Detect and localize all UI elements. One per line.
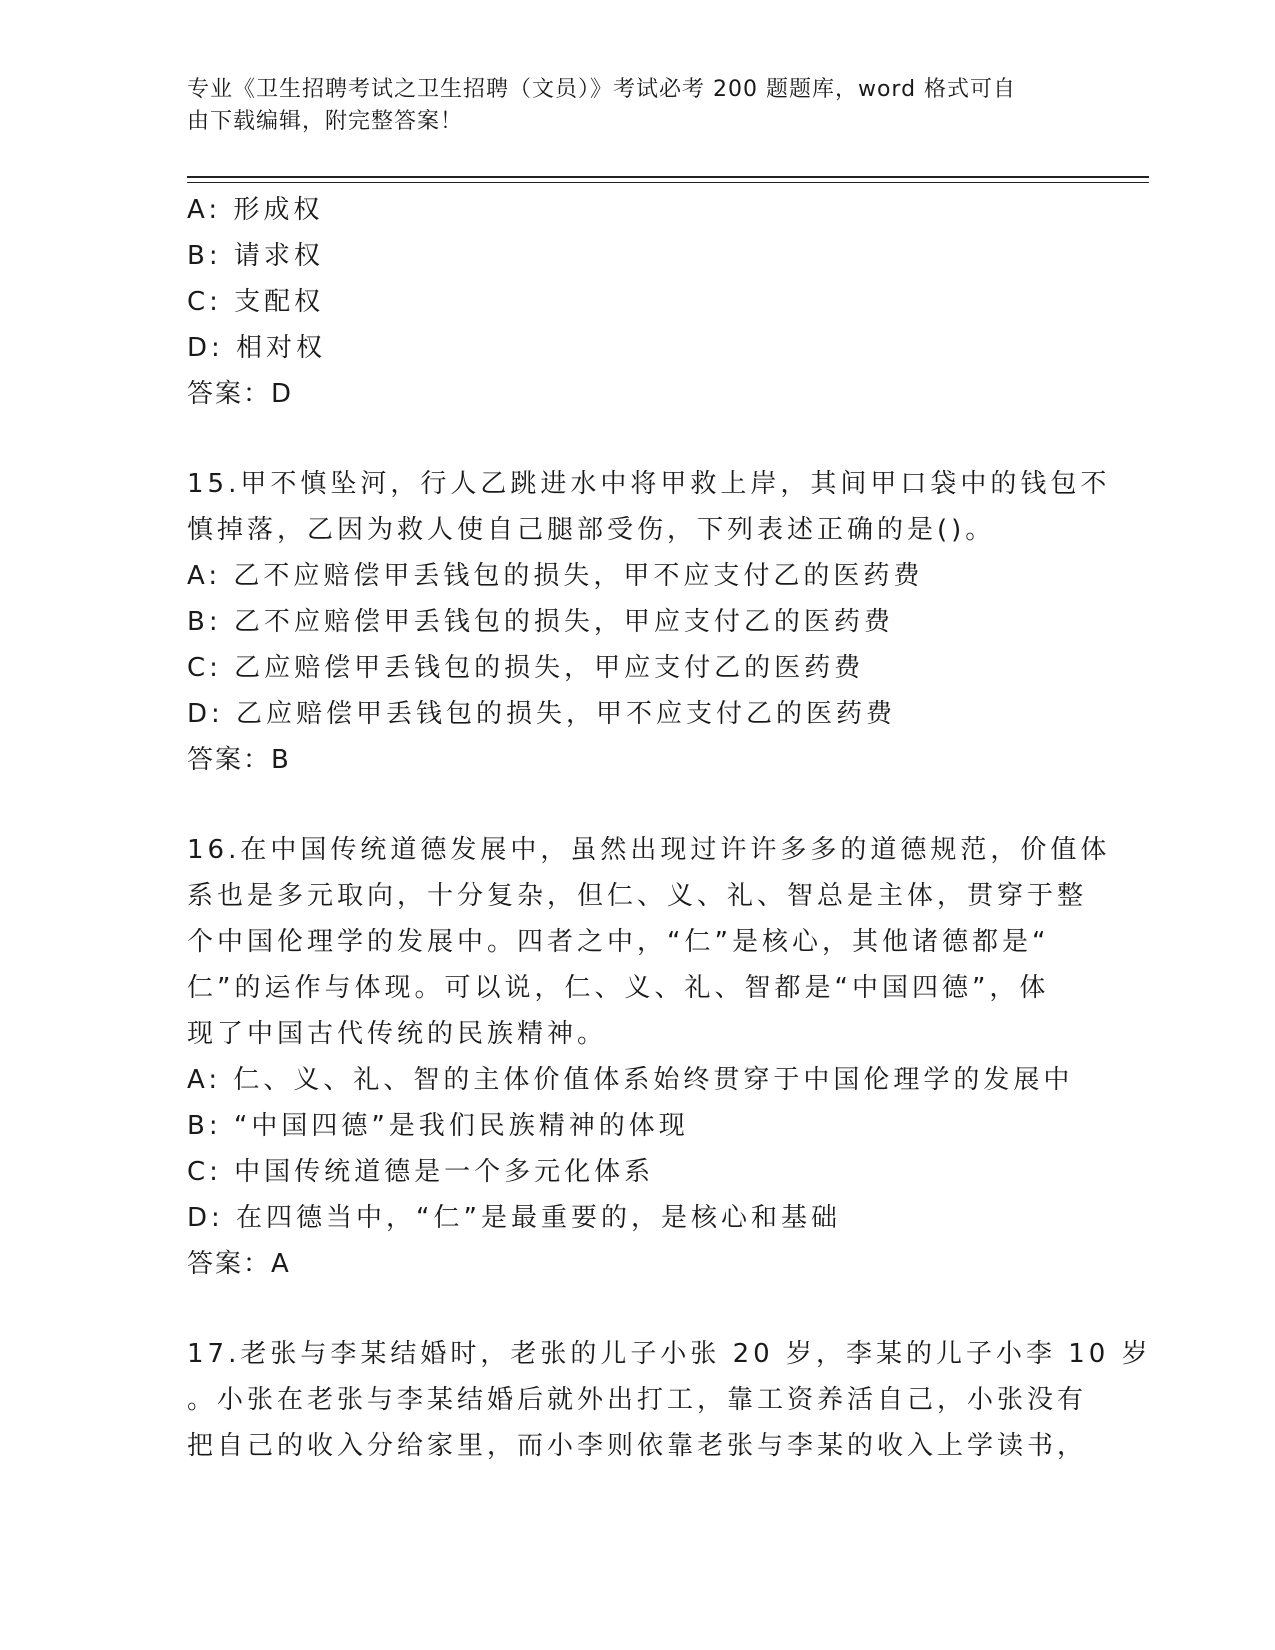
header-divider-thick xyxy=(187,176,1149,178)
question-stem-line: 现了中国古代传统的民族精神。 xyxy=(187,1019,608,1049)
option-d: D: 在四德当中，“仁”是最重要的，是核心和基础 xyxy=(187,1203,841,1233)
question-17 xyxy=(187,1331,1152,1469)
question-spacer xyxy=(187,1287,1087,1331)
question-stem-line: 仁”的运作与体现。可以说，仁、义、礼、智都是“中国四德”，体 xyxy=(187,973,1050,1003)
option-c: C: 支配权 xyxy=(187,287,325,317)
option-d: D: 相对权 xyxy=(187,333,327,363)
question-stem-line: 15.甲不慎坠河，行人乙跳进水中将甲救上岸，其间甲口袋中的钱包不 xyxy=(187,469,1111,499)
option-b: B: 请求权 xyxy=(187,241,324,271)
document-title-line-1: 专业《卫生招聘考试之卫生招聘（文员）》考试必考 200 题题库，word 格式可自 xyxy=(187,77,1017,102)
option-a: A: 仁、义、礼、智的主体价值体系始终贯穿于中国伦理学的发展中 xyxy=(187,1065,1074,1095)
answer-line: 答案：A xyxy=(187,1249,291,1279)
header-divider-thin xyxy=(187,182,1149,183)
option-d: D: 乙应赔偿甲丢钱包的损失，甲不应支付乙的医药费 xyxy=(187,699,897,729)
question-stem-line: 个中国伦理学的发展中。四者之中，“仁”是核心，其他诸德都是“ xyxy=(187,927,1050,957)
option-c: C: 中国传统道德是一个多元化体系 xyxy=(187,1157,655,1187)
answer-line: 答案：B xyxy=(187,745,291,775)
question-spacer xyxy=(187,417,1087,461)
option-a: A: 形成权 xyxy=(187,195,324,225)
document-title xyxy=(187,74,1067,138)
question-stem-line: 系也是多元取向，十分复杂，但仁、义、礼、智总是主体，贯穿于整 xyxy=(187,881,1088,911)
option-b: B: 乙不应赔偿甲丢钱包的损失，甲应支付乙的医药费 xyxy=(187,607,894,637)
question-14-options xyxy=(187,187,1087,417)
question-stem-line: 17.老张与李某结婚时，老张的儿子小张 20 岁，李某的儿子小李 10 岁 xyxy=(187,1339,1152,1369)
question-16 xyxy=(187,827,1111,1287)
question-stem-line: 。小张在老张与李某结婚后就外出打工，靠工资养活自己，小张没有 xyxy=(187,1385,1088,1415)
option-a: A: 乙不应赔偿甲丢钱包的损失，甲不应支付乙的医药费 xyxy=(187,561,924,591)
question-spacer xyxy=(187,783,1087,827)
option-c: C: 乙应赔偿甲丢钱包的损失，甲应支付乙的医药费 xyxy=(187,653,865,683)
option-b: B: “中国四德”是我们民族精神的体现 xyxy=(187,1111,689,1141)
answer-line: 答案：D xyxy=(187,379,294,409)
question-stem-line: 把自己的收入分给家里，而小李则依靠老张与李某的收入上学读书， xyxy=(187,1431,1088,1461)
question-stem-line: 16.在中国传统道德发展中，虽然出现过许许多多的道德规范，价值体 xyxy=(187,835,1111,865)
document-title-line-2: 由下载编辑，附完整答案！ xyxy=(187,109,464,134)
question-stem-line: 慎掉落，乙因为救人使自己腿部受伤，下列表述正确的是()。 xyxy=(187,515,996,545)
question-15 xyxy=(187,461,1111,783)
question-content xyxy=(187,187,1152,1469)
